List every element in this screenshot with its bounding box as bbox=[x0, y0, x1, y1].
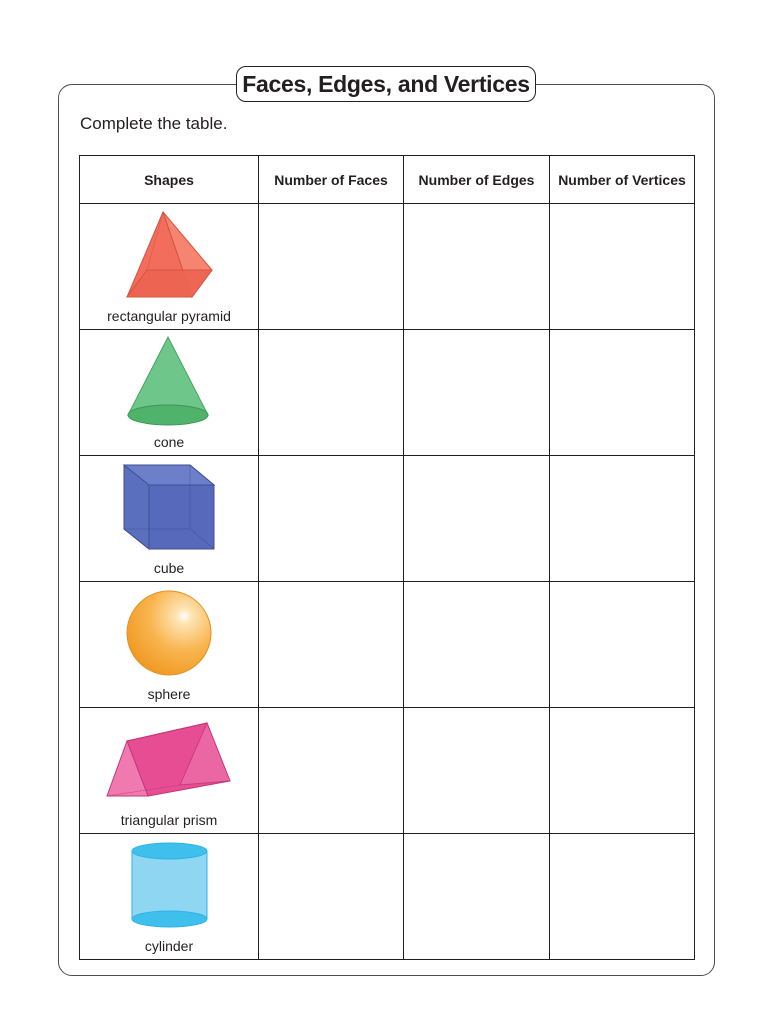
vertices-answer-cell[interactable] bbox=[550, 330, 695, 456]
shape-label: cylinder bbox=[144, 938, 194, 954]
shape-cell bbox=[80, 582, 259, 708]
vertices-answer-cell[interactable] bbox=[550, 834, 695, 960]
table-row bbox=[80, 708, 695, 834]
edges-answer-cell[interactable] bbox=[404, 708, 550, 834]
faces-answer-cell[interactable] bbox=[259, 204, 404, 330]
shape-cell bbox=[80, 330, 259, 456]
faces-answer-cell[interactable] bbox=[259, 834, 404, 960]
shape-cell bbox=[80, 708, 259, 834]
table-row bbox=[80, 330, 695, 456]
shape-label: rectangular pyramid bbox=[107, 308, 231, 324]
header-faces: Number of Faces bbox=[259, 156, 404, 204]
vertices-answer-cell[interactable] bbox=[550, 582, 695, 708]
vertices-answer-cell[interactable] bbox=[550, 204, 695, 330]
shapes-table bbox=[79, 155, 695, 960]
shape-label: cube bbox=[153, 560, 185, 576]
edges-answer-cell[interactable] bbox=[404, 204, 550, 330]
edges-answer-cell[interactable] bbox=[404, 582, 550, 708]
faces-answer-cell[interactable] bbox=[259, 456, 404, 582]
header-vertices: Number of Vertices bbox=[550, 156, 695, 204]
table-row bbox=[80, 456, 695, 582]
shape-cell bbox=[80, 204, 259, 330]
table-header-row bbox=[80, 156, 695, 204]
shape-label: triangular prism bbox=[120, 812, 218, 828]
shape-cell bbox=[80, 834, 259, 960]
vertices-answer-cell[interactable] bbox=[550, 708, 695, 834]
faces-answer-cell[interactable] bbox=[259, 708, 404, 834]
edges-answer-cell[interactable] bbox=[404, 330, 550, 456]
edges-answer-cell[interactable] bbox=[404, 834, 550, 960]
faces-answer-cell[interactable] bbox=[259, 582, 404, 708]
header-edges: Number of Edges bbox=[404, 156, 550, 204]
page-title: Faces, Edges, and Vertices bbox=[236, 66, 536, 102]
faces-answer-cell[interactable] bbox=[259, 330, 404, 456]
vertices-answer-cell[interactable] bbox=[550, 456, 695, 582]
instruction-text: Complete the table. bbox=[80, 114, 228, 133]
table-row bbox=[80, 834, 695, 960]
shape-label: sphere bbox=[147, 686, 191, 702]
table-row bbox=[80, 204, 695, 330]
table-row bbox=[80, 582, 695, 708]
edges-answer-cell[interactable] bbox=[404, 456, 550, 582]
shape-cell bbox=[80, 456, 259, 582]
shape-label: cone bbox=[153, 434, 185, 450]
header-shapes: Shapes bbox=[80, 156, 259, 204]
